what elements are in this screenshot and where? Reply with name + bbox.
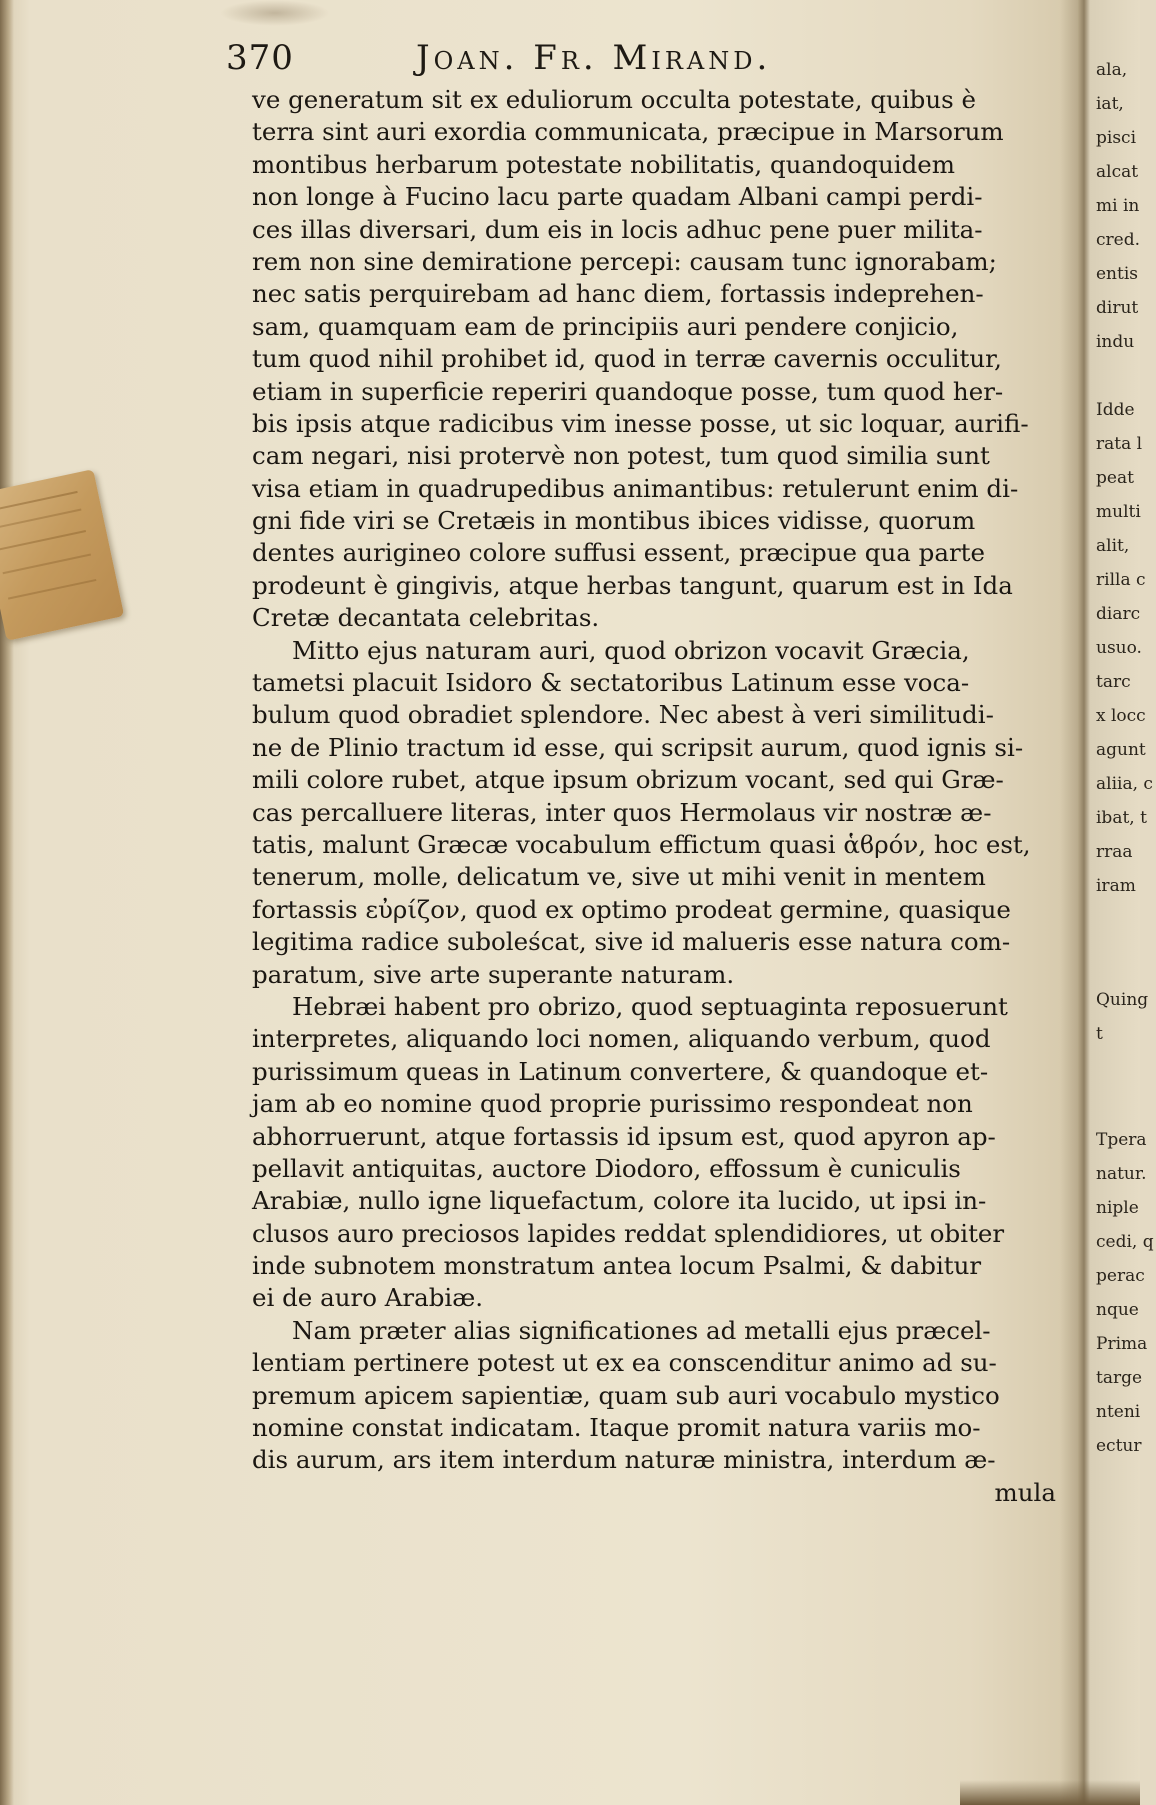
margin-fragment: iat,: [1096, 94, 1124, 114]
gutter-shadow: [1060, 0, 1080, 1805]
margin-fragment: multi: [1096, 502, 1141, 522]
margin-fragment: natur.: [1096, 1164, 1147, 1184]
page-header: [226, 38, 1046, 88]
text-line: tum quod nihil prohibet id, quod in terræ cavernis occulitur,: [252, 344, 1002, 374]
margin-fragment: iram: [1096, 876, 1136, 896]
text-line: nec satis perquirebam ad hanc diem, fortassis indeprehen-: [252, 279, 984, 309]
margin-fragment: ectur: [1096, 1436, 1142, 1456]
margin-fragment: Quing: [1096, 990, 1149, 1010]
text-line: dentes aurigineo colore suffusi essent, præcipue qua parte: [252, 538, 986, 568]
text-line: sam, quamquam eam de principiis auri pendere conjicio,: [252, 311, 959, 341]
margin-fragment: cedi, q: [1096, 1232, 1154, 1252]
text-line: jam ab eo nomine quod proprie purissimo respondeat non: [252, 1089, 973, 1119]
margin-fragment: pisci: [1096, 128, 1137, 148]
text-line: bis ipsis atque radicibus vim inesse posse, ut sic loquar, aurifi-: [252, 408, 1029, 438]
text-line: tametsi placuit Isidoro & sectatoribus Latinum esse voca-: [252, 668, 970, 698]
margin-fragment: rata l: [1096, 434, 1143, 454]
text-line: prodeunt è gingivis, atque herbas tangunt, quarum est in Ida: [252, 570, 1013, 600]
paragraph-start-line: Hebræi habent pro obrizo, quod septuaginta reposuerunt: [292, 991, 1008, 1021]
text-line: mili colore rubet, atque ipsum obrizum vocant, sed qui Græ-: [252, 765, 1004, 795]
page-left-edge: [0, 0, 14, 1805]
text-line: clusos auro preciosos lapides reddat splendidiores, ut obiter: [252, 1218, 1005, 1248]
text-line: nomine constat indicatam. Itaque promit natura variis mo-: [252, 1413, 981, 1443]
text-line: paratum, sive arte superante naturam.: [252, 959, 735, 989]
text-line: pellavit antiquitas, auctore Diodoro, effossum è cuniculis: [252, 1153, 961, 1183]
margin-fragment: Tpera: [1096, 1130, 1147, 1150]
text-line: Cretæ decantata celebritas.: [252, 603, 600, 633]
margin-fragment: ibat, t: [1096, 808, 1147, 828]
text-line: ces illas diversari, dum eis in locis adhuc pene puer milita-: [252, 214, 983, 244]
text-line: legitima radice suboleścat, sive id malueris esse natura com-: [252, 927, 1011, 957]
margin-fragment: mi in: [1096, 196, 1140, 216]
text-line: interpretes, aliquando loci nomen, aliquando verbum, quod: [252, 1024, 991, 1054]
paper-stain: [220, 0, 330, 26]
margin-fragment: rraa: [1096, 842, 1133, 862]
margin-fragment: nque: [1096, 1300, 1139, 1320]
text-line: lentiam pertinere potest ut ex ea conscenditur animo ad su-: [252, 1348, 997, 1378]
margin-fragment: entis: [1096, 264, 1139, 284]
text-line: bulum quod obradiet splendore. Nec abest à veri similitudi-: [252, 700, 994, 730]
margin-fragment: agunt: [1096, 740, 1146, 760]
text-line: ne de Plinio tractum id esse, qui scripsit aurum, quod ignis si-: [252, 732, 1024, 762]
text-line: ve generatum sit ex eduliorum occulta potestate, quibus è: [252, 85, 976, 114]
margin-fragment: Idde: [1096, 400, 1135, 420]
catchword: mula: [994, 1477, 1056, 1507]
margin-fragment: t: [1096, 1024, 1103, 1044]
paragraph-start-line: Nam præter alias significationes ad metalli ejus præcel-: [292, 1315, 991, 1345]
text-line: ei de auro Arabiæ.: [252, 1283, 484, 1313]
margin-fragment: perac: [1096, 1266, 1145, 1286]
running-head: Joan. Fr. Mirand.: [416, 38, 772, 78]
margin-fragment: dirut: [1096, 298, 1139, 318]
text-line: tatis, malunt Græcæ vocabulum effictum quasi ἁϐρόν, hoc est,: [252, 829, 1031, 859]
margin-fragment: alit,: [1096, 536, 1130, 556]
margin-fragment: tarc: [1096, 672, 1131, 692]
text-line: montibus herbarum potestate nobilitatis, quandoquidem: [252, 149, 955, 179]
text-line: Arabiæ, nullo igne liquefactum, colore ita lucido, ut ipsi in-: [252, 1186, 987, 1216]
margin-fragment: peat: [1096, 468, 1134, 488]
margin-fragment: alcat: [1096, 162, 1139, 182]
text-line: inde subnotem monstratum antea locum Psalmi, & dabitur: [252, 1251, 982, 1281]
margin-fragment: niple: [1096, 1198, 1139, 1218]
page-number: 370: [226, 38, 294, 78]
text-line: visa etiam in quadrupedibus animantibus: retulerunt enim di-: [252, 473, 1019, 503]
text-line: non longe à Fucino lacu parte quadam Albani campi perdi-: [252, 182, 983, 212]
margin-fragment: indu: [1096, 332, 1135, 352]
margin-fragment: cred.: [1096, 230, 1140, 250]
margin-fragment: targe: [1096, 1368, 1143, 1388]
text-line: cam negari, nisi protervè non potest, tum quod similia sunt: [252, 441, 990, 471]
text-line: etiam in superficie reperiri quandoque posse, tum quod her-: [252, 376, 1004, 406]
wooden-bookmark: [0, 469, 124, 641]
text-line: dis aurum, ars item interdum naturæ ministra, interdum æ-: [252, 1445, 996, 1475]
facing-page-margin: [1096, 60, 1154, 1460]
paragraph-start-line: Mitto ejus naturam auri, quod obrizon vocavit Græcia,: [292, 635, 970, 665]
page-bottom-edge: [960, 1780, 1140, 1805]
margin-fragment: diarc: [1096, 604, 1141, 624]
text-line: purissimum queas in Latinum convertere, & quandoque et-: [252, 1056, 989, 1086]
margin-fragment: nteni: [1096, 1402, 1141, 1422]
margin-fragment: rilla c: [1096, 570, 1146, 590]
text-line: tenerum, molle, delicatum ve, sive ut mihi venit in mentem: [252, 862, 986, 892]
text-line: gni fide viri se Cretæis in montibus ibices vidisse, quorum: [252, 506, 976, 536]
margin-fragment: x locc: [1096, 706, 1146, 726]
margin-fragment: aliia, c: [1096, 774, 1153, 794]
body-text: [252, 84, 1062, 1509]
margin-fragment: usuo.: [1096, 638, 1142, 658]
text-line: rem non sine demiratione percepi: causam tunc ignorabam;: [252, 246, 997, 276]
margin-fragment: ala,: [1096, 60, 1128, 80]
margin-fragment: Prima: [1096, 1334, 1148, 1354]
text-line: cas percalluere literas, inter quos Hermolaus vir nostræ æ-: [252, 797, 992, 827]
text-line: fortassis εὐρίζον, quod ex optimo prodeat germine, quasique: [252, 894, 1011, 924]
text-line: terra sint auri exordia communicata, præcipue in Marsorum: [252, 117, 1004, 147]
text-line: premum apicem sapientiæ, quam sub auri vocabulo mystico: [252, 1380, 1000, 1410]
text-line: abhorruerunt, atque fortassis id ipsum est, quod apyron ap-: [252, 1121, 996, 1151]
